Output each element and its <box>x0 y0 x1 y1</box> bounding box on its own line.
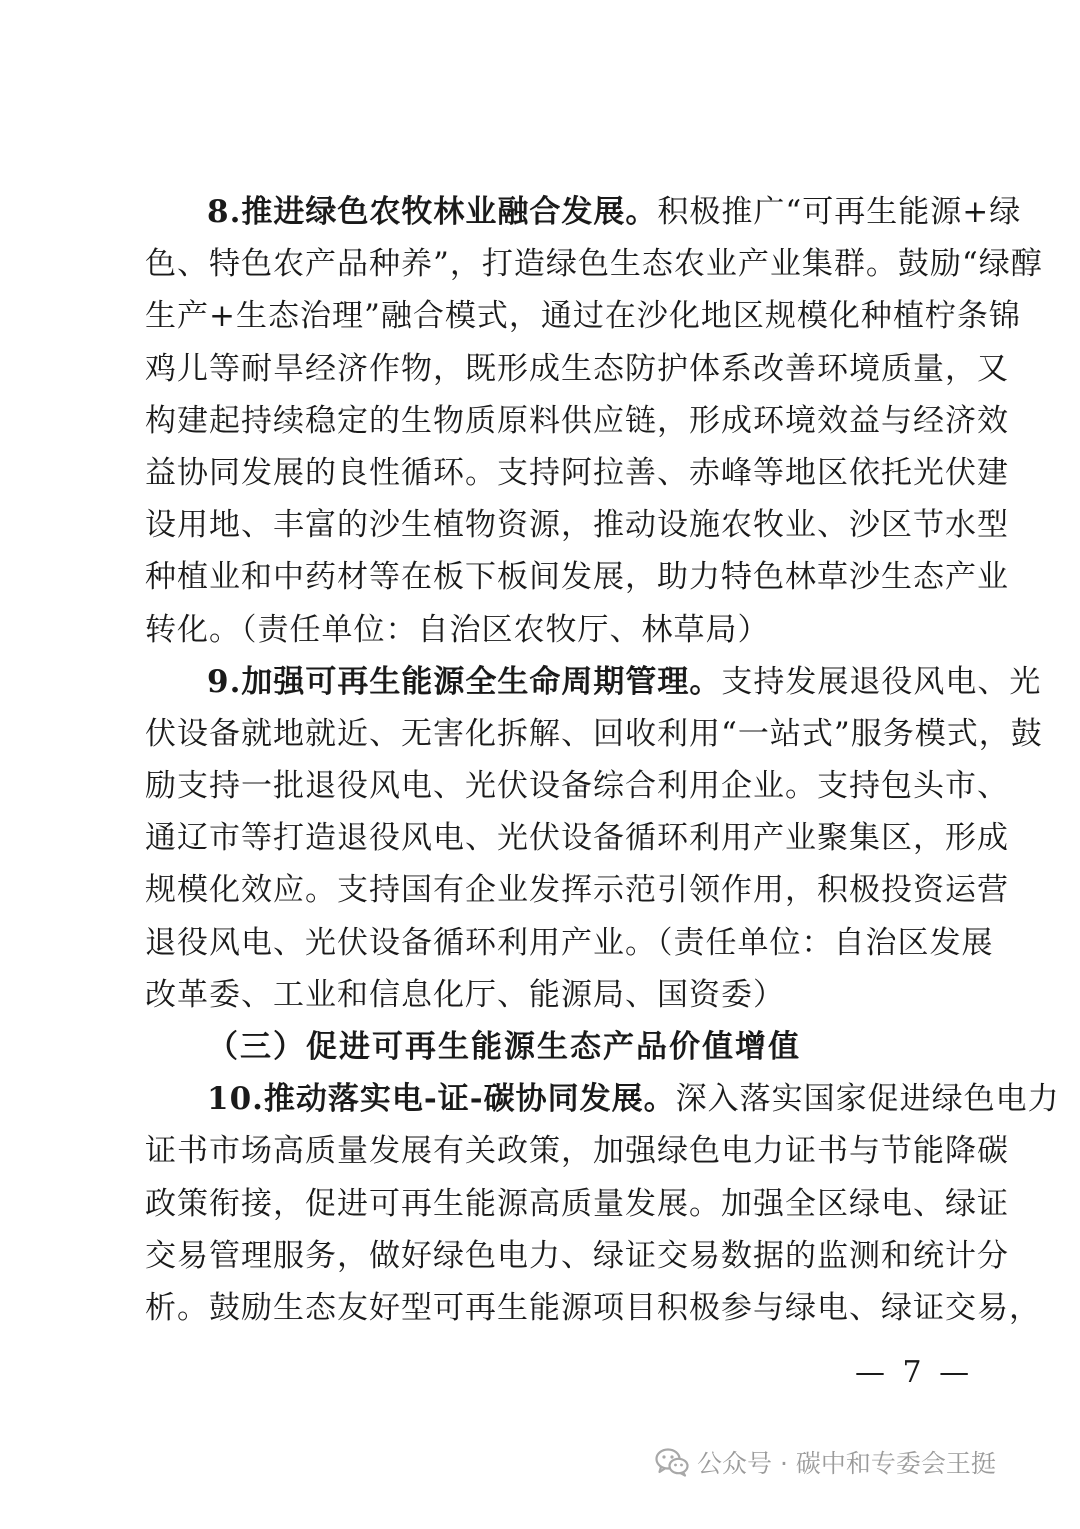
paragraph-8-line-3: 生产+生态治理”融合模式，通过在沙化地区规模化种植柠条锦 <box>145 298 1021 335</box>
paragraph-8-line-9: 转化。（责任单位：自治区农牧厅、林草局） <box>145 611 770 648</box>
paragraph-9-line-4: 通辽市等打造退役风电、光伏设备循环利用产业聚集区，形成 <box>145 820 1009 857</box>
paragraph-8-heading: 8.推进绿色农牧林业融合发展。 <box>207 194 658 230</box>
paragraph-10-line-5: 析。鼓励生态友好型可再生能源项目积极参与绿电、绿证交易， <box>145 1289 1041 1326</box>
paragraph-10-line-1-text: 深入落实国家促进绿色电力 <box>675 1081 1060 1118</box>
paragraph-9-line-1 <box>145 656 1042 708</box>
paragraph-9-line-3: 励支持一批退役风电、光伏设备综合利用企业。支持包头市、 <box>145 768 1009 805</box>
paragraph-9-line-2: 伏设备就地就近、无害化拆解、回收利用“一站式”服务模式，鼓 <box>145 715 1043 752</box>
paragraph-9-line-5: 规模化效应。支持国有企业发挥示范引领作用，积极投资运营 <box>145 872 1009 909</box>
paragraph-10-line-1 <box>145 1073 1060 1125</box>
paragraph-9-line-7: 改革委、工业和信息化厅、能源局、国资委） <box>145 976 785 1013</box>
paragraph-10-heading: 10.推动落实电-证-碳协同发展。 <box>207 1081 676 1118</box>
paragraph-10-line-4: 交易管理服务，做好绿色电力、绿证交易数据的监测和统计分 <box>145 1237 1009 1274</box>
watermark <box>655 1440 996 1484</box>
paragraph-8-line-1-text: 积极推广“可再生能源+绿 <box>657 194 1022 230</box>
paragraph-8-line-7: 设用地、丰富的沙生植物资源，推动设施农牧业、沙区节水型 <box>145 507 1009 544</box>
page-number: — 7 — <box>855 1355 974 1390</box>
watermark-text: 公众号 · 碳中和专委会王挺 <box>697 1449 996 1478</box>
paragraph-9-heading: 9.加强可再生能源全生命周期管理。 <box>207 663 722 700</box>
paragraph-8-line-2: 色、特色农产品种养”，打造绿色生态农业产业集群。鼓励“绿醇 <box>145 246 1043 283</box>
section-heading-3: （三）促进可再生能源生态产品价值增值 <box>207 1029 801 1065</box>
paragraph-8-line-5: 构建起持续稳定的生物质原料供应链，形成环境效益与经济效 <box>145 402 1009 439</box>
paragraph-8-line-8: 种植业和中药材等在板下板间发展，助力特色林草沙生态产业 <box>145 559 1009 596</box>
paragraph-9-line-6: 退役风电、光伏设备循环利用产业。（责任单位：自治区发展 <box>145 924 994 961</box>
paragraph-10-line-2: 证书市场高质量发展有关政策，加强绿色电力证书与节能降碳 <box>145 1133 1009 1170</box>
paragraph-9-line-1-text: 支持发展退役风电、光 <box>721 663 1042 700</box>
paragraph-10-line-3: 政策衔接，促进可再生能源高质量发展。加强全区绿电、绿证 <box>145 1185 1009 1222</box>
paragraph-8-line-6: 益协同发展的良性循环。支持阿拉善、赤峰等地区依托光伏建 <box>145 454 1009 491</box>
paragraph-8 <box>145 186 1060 1334</box>
wechat-icon <box>655 1447 689 1477</box>
paragraph-8-line-1 <box>145 186 1022 238</box>
paragraph-8-line-4: 鸡儿等耐旱经济作物，既形成生态防护体系改善环境质量，又 <box>145 350 1009 387</box>
